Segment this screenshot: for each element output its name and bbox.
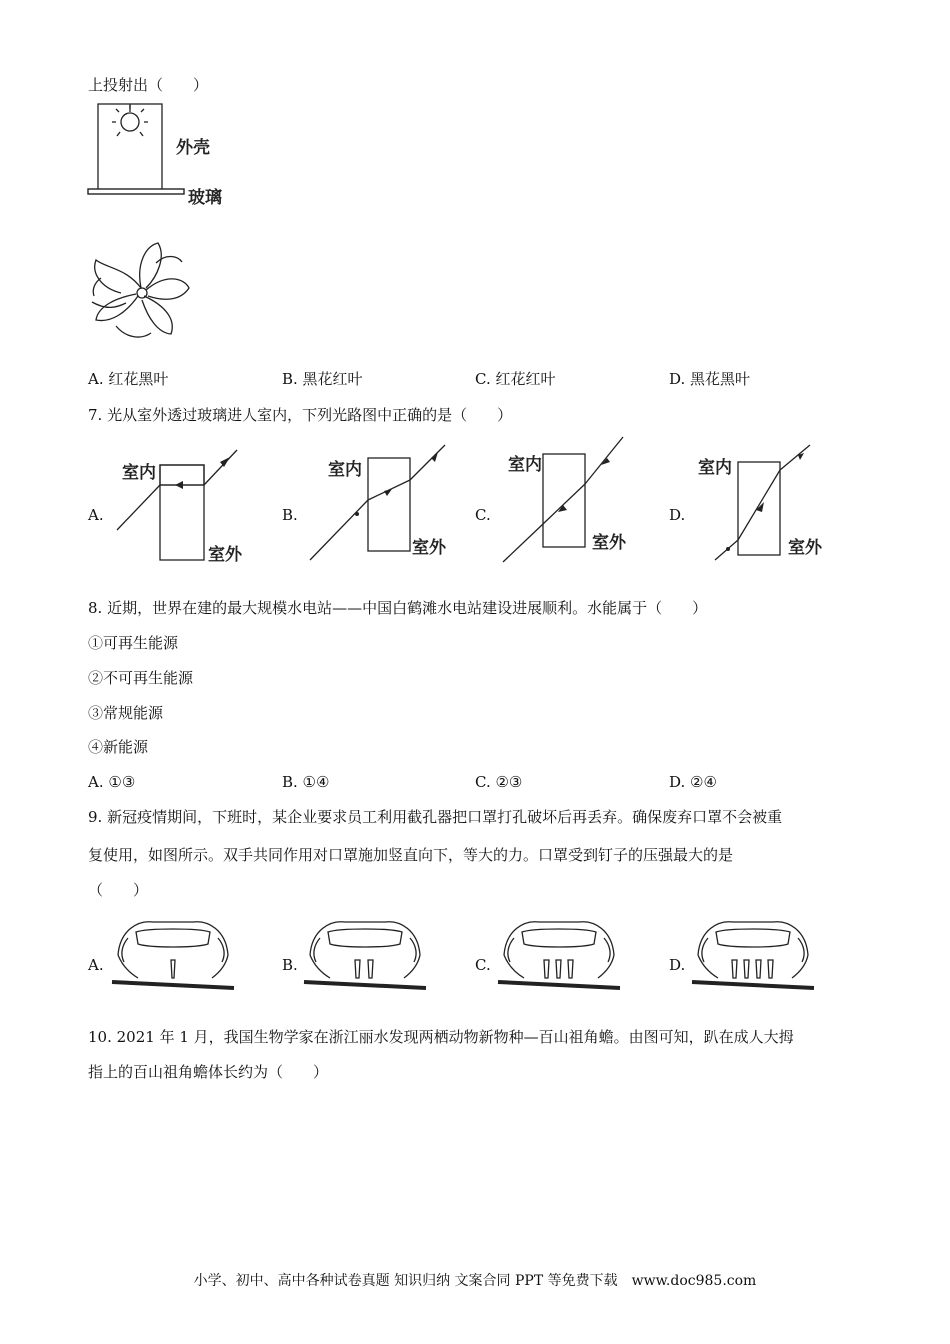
q6-continuation-text: 上投射出（ ） [88,76,209,94]
q7-stem: 7. 光从室外透过玻璃进人室内，下列光路图中正确的是（ ） [88,406,513,424]
q6-option-c[interactable]: C. 红花红叶 [475,370,556,388]
q7-b-indoor-label: 室内 [328,460,362,480]
q9-punch-c[interactable] [494,910,624,995]
q6-option-b[interactable]: B. 黑花红叶 [282,370,363,388]
q9-punch-d[interactable] [688,910,818,995]
q9-option-c-letter[interactable]: C. [475,956,491,974]
q10-stem-line1: 10. 2021 年 1 月，我国生物学家在浙江丽水发现两栖动物新物种—百山祖角蟾。由图可知，趴在成人大拇 [88,1028,794,1046]
q8-option-b[interactable]: B. ①④ [282,773,330,791]
q9-stem-line1: 9. 新冠疫情期间，下班时，某企业要求员工利用截孔器把口罩打孔破坏后再丢弃。确保废弃口罩不会被重 [88,808,783,826]
glass-label: 玻璃 [188,188,222,208]
q7-a-outdoor-label: 室外 [208,545,242,565]
lamp-box-figure [86,100,246,210]
q8-item-2: ②不可再生能源 [88,669,194,687]
page-footer: 小学、初中、高中各种试卷真题 知识归纳 文案合同 PPT 等免费下载 www.doc985.com [193,1273,757,1289]
q10-stem-line2: 指上的百山祖角蟾体长约为（ ） [88,1063,329,1081]
q9-punch-b[interactable] [300,910,430,995]
q7-d-outdoor-label: 室外 [788,538,822,558]
q8-option-d[interactable]: D. ②④ [669,773,717,791]
q7-option-b-letter[interactable]: B. [282,506,298,524]
q8-item-1: ①可再生能源 [88,634,179,652]
shell-label: 外壳 [176,138,210,158]
q7-option-d-letter[interactable]: D. [669,506,686,524]
q7-option-c-letter[interactable]: C. [475,506,491,524]
flower-figure [86,238,196,348]
q7-c-outdoor-label: 室外 [592,533,626,553]
q7-b-outdoor-label: 室外 [412,538,446,558]
q6-option-a[interactable]: A. 红花黑叶 [88,370,169,388]
q9-option-a-letter[interactable]: A. [88,956,104,974]
q9-option-b-letter[interactable]: B. [282,956,298,974]
q8-item-4: ④新能源 [88,738,149,756]
q8-item-3: ③常规能源 [88,704,164,722]
q9-stem-line2: 复使用，如图所示。双手共同作用对口罩施加竖直向下，等大的力。口罩受到钉子的压强最大的是 [88,846,734,864]
q9-punch-a[interactable] [108,910,238,995]
q7-option-a-letter[interactable]: A. [88,506,104,524]
q7-a-indoor-label: 室内 [122,463,156,483]
q6-option-d[interactable]: D. 黑花黑叶 [669,370,751,388]
q9-option-d-letter[interactable]: D. [669,956,686,974]
q9-stem-line3: （ ） [88,881,149,899]
q7-d-indoor-label: 室内 [698,458,732,478]
q8-option-c[interactable]: C. ②③ [475,773,523,791]
q8-option-a[interactable]: A. ①③ [88,773,136,791]
q7-c-indoor-label: 室内 [508,455,542,475]
q8-stem: 8. 近期，世界在建的最大规模水电站——中国白鹤滩水电站建设进展顺利。水能属于（ ） [88,599,708,617]
